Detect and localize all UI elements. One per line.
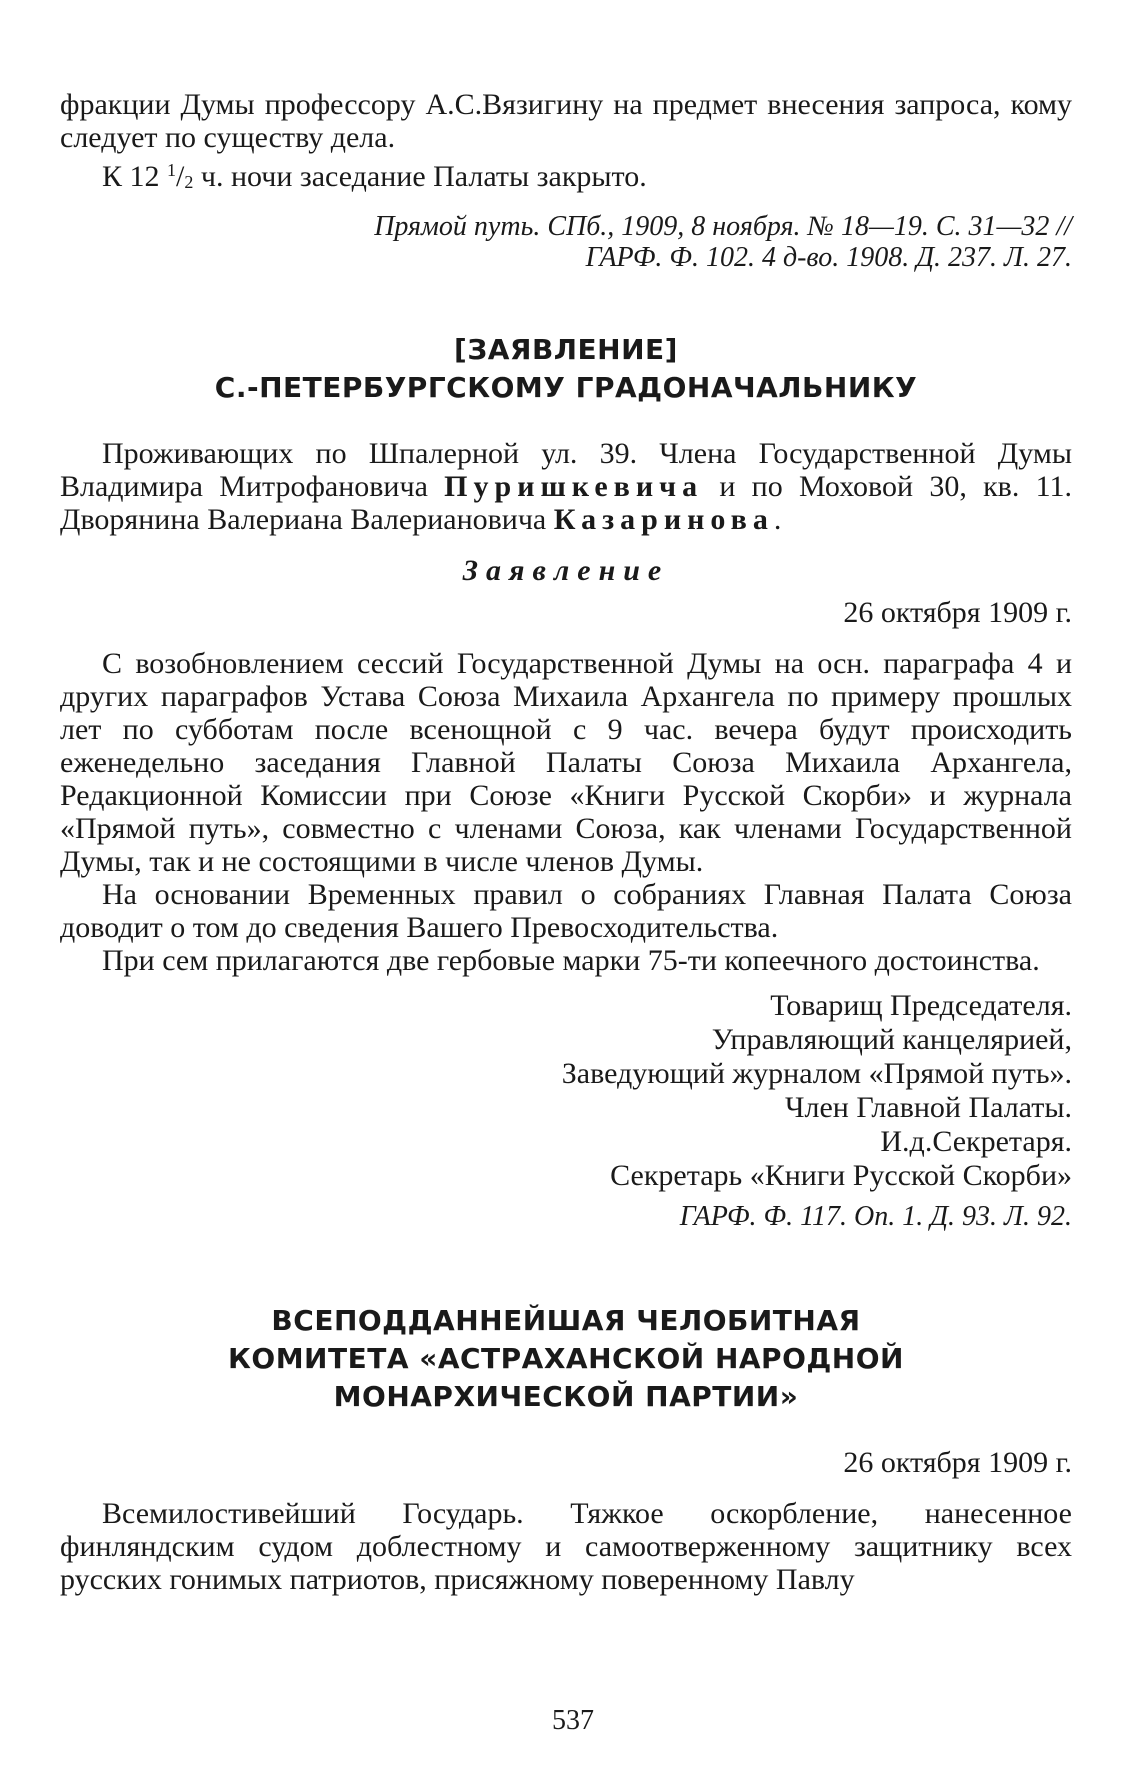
document-subtitle: Заявление	[462, 554, 670, 587]
page-number: 537	[552, 1705, 594, 1736]
signature-line: Товарищ Председателя.	[770, 989, 1072, 1022]
section-1-paragraph-1: С возобновлением сессий Государственной Думы на осн. параграфа 4 и других параграфов Устава Союза Михаила Архангела по примеру прошлых лет по субботам после всенощной с 9 час. вечера будут происходить еженедельно заседания Главной Палаты Союза Михаила Архангела, Редакционной Комиссии при Союзе «Книги Русской Скорби» и журнала «Прямой путь», совместно с членами Союза, как членами Государственной Думы, так и не состоящими в числе членов Думы.	[60, 647, 1072, 878]
session-closed-suffix: ч. ночи заседание Палаты закрыто.	[193, 160, 647, 193]
section-2-paragraph-1: Всемилостивейший Государь. Тяжкое оскорбление, нанесенное финляндским судом доблестному и самоотверженному защитнику всех русских гонимых патриотов, присяжному поверенному Павлу	[60, 1497, 1072, 1596]
fraction-numerator: 1	[167, 160, 177, 180]
section-2-heading-line-3: МОНАРХИЧЕСКОЙ ПАРТИИ»	[333, 1380, 799, 1413]
signature-line: Заведующий журналом «Прямой путь».	[561, 1057, 1072, 1090]
section-1-date: 26 октября 1909 г.	[843, 596, 1072, 629]
citation-line-1: Прямой путь. СПб., 1909, 8 ноября. № 18—19. С. 31—32 //	[374, 211, 1072, 242]
section-1-heading-line-2: С.-ПЕТЕРБУРГСКОМУ ГРАДОНАЧАЛЬНИКУ	[214, 371, 918, 404]
intro-text-2: и по Моховой 30, кв. 11. Дворянина Валериана Валериановича	[60, 470, 1073, 536]
citation-line-2: ГАРФ. Ф. 102. 4 д-во. 1908. Д. 237. Л. 27.	[585, 242, 1072, 273]
section-1-heading-line-1: [ЗАЯВЛЕНИЕ]	[454, 333, 678, 366]
signature-block	[60, 989, 1072, 1193]
section-1-paragraph-2: На основании Временных правил о собраниях Главная Палата Союза доводит о том до сведения Вашего Превосходительства.	[60, 878, 1072, 944]
fraction-denominator: 2	[184, 172, 194, 192]
surname-kazarinov: Казаринова	[553, 503, 774, 536]
section-1-paragraph-3: При сем прилагаются две гербовые марки 75-ти копеечного достоинства.	[102, 944, 1040, 977]
continued-paragraph: фракции Думы профессору А.С.Вязигину на предмет внесения запроса, кому следует по существу дела.	[60, 88, 1072, 154]
session-closed-prefix: К 12	[102, 160, 168, 193]
section-2-heading-line-2: КОМИТЕТА «АСТРАХАНСКОЙ НАРОДНОЙ	[228, 1342, 904, 1375]
surname-purishkevich: Пуришкевича	[444, 470, 704, 503]
section-1-intro	[60, 437, 1072, 536]
signature-line: И.д.Секретаря.	[880, 1125, 1072, 1158]
section-1-citation: ГАРФ. Ф. 117. Оп. 1. Д. 93. Л. 92.	[679, 1201, 1072, 1232]
section-2-date: 26 октября 1909 г.	[843, 1446, 1072, 1479]
document-page	[60, 88, 1072, 1596]
intro-text-1: Проживающих по Шпалерной ул. 39. Члена Государственной Думы Владимира Митрофановича	[60, 437, 1072, 503]
session-closed-line: К 12 $^1/_2$ ч. ночи заседание Палаты закрыто.	[102, 160, 647, 193]
section-2-heading-line-1: ВСЕПОДДАННЕЙШАЯ ЧЕЛОБИТНАЯ	[271, 1304, 861, 1337]
signature-line: Член Главной Палаты.	[784, 1091, 1072, 1124]
intro-text-3: .	[773, 503, 782, 536]
signature-line: Секретарь «Книги Русской Скорби»	[610, 1159, 1072, 1192]
citation-block-1	[60, 211, 1072, 273]
signature-line: Управляющий канцелярией,	[711, 1023, 1072, 1056]
